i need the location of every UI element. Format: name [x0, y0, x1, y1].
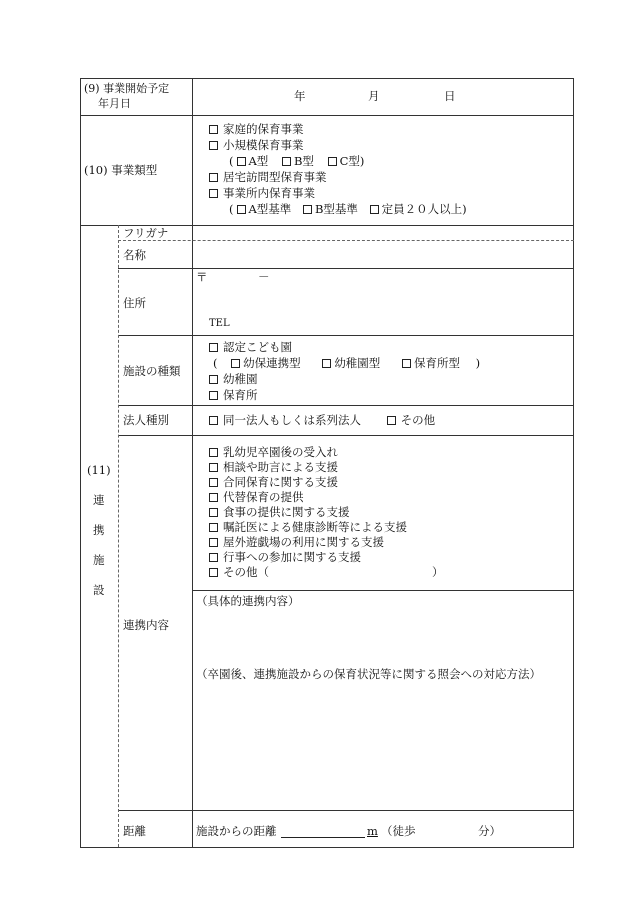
cooperation-option[interactable]: 乳幼児卒園後の受入れ — [209, 445, 338, 459]
address-label: 住所 — [123, 296, 146, 310]
distance-label: 距離 — [123, 824, 146, 838]
row11-vertical-label: 連 — [93, 493, 105, 507]
checkbox[interactable] — [209, 141, 218, 150]
address-input[interactable] — [195, 285, 571, 313]
form-border-bottom — [80, 847, 574, 848]
checkbox[interactable] — [209, 478, 218, 487]
checkbox[interactable] — [209, 375, 218, 384]
checkbox[interactable] — [209, 125, 218, 134]
cooperation-option[interactable]: 合同保育に関する支援 — [209, 475, 338, 489]
furigana-input[interactable] — [195, 227, 571, 239]
row9-label-line1: (9) 事業開始予定 — [84, 82, 170, 95]
checkbox[interactable] — [209, 538, 218, 547]
cooperation-option[interactable]: 食事の提供に関する支援 — [209, 505, 350, 519]
cooperation-option[interactable]: 嘱託医による健康診断等による支援 — [209, 520, 407, 534]
checkbox[interactable] — [209, 343, 218, 352]
facility-type-option[interactable]: 幼稚園 — [209, 372, 258, 386]
name-label: 名称 — [123, 248, 146, 262]
checkbox[interactable] — [209, 568, 218, 577]
distance-text: 施設からの距離 — [196, 824, 277, 838]
field-divider — [118, 240, 574, 241]
row-divider — [80, 115, 574, 116]
business-type-option[interactable]: 小規模保育事業 — [209, 138, 304, 152]
facility-type-label: 施設の種類 — [123, 364, 181, 378]
tel-label: TEL — [209, 318, 230, 329]
field-divider — [118, 435, 574, 436]
small-scale-subtypes: ( A型 B型 C型) — [229, 154, 365, 168]
other-close-paren: ） — [432, 565, 444, 579]
cooperation-option[interactable]: 代替保育の提供 — [209, 490, 304, 504]
checkbox[interactable] — [322, 359, 331, 368]
corporation-type-label: 法人種別 — [123, 413, 169, 427]
field-divider — [118, 268, 574, 269]
year-label: 年 — [294, 89, 306, 103]
checkbox[interactable] — [209, 508, 218, 517]
checkbox[interactable] — [282, 157, 291, 166]
name-input[interactable] — [195, 243, 571, 266]
checkbox[interactable] — [209, 416, 218, 425]
form-border-right — [573, 78, 574, 848]
checkbox[interactable] — [209, 173, 218, 182]
day-label: 日 — [444, 89, 456, 103]
business-type-option[interactable]: 居宅訪問型保育事業 — [209, 170, 327, 184]
minutes-text: 分） — [478, 824, 501, 838]
checkbox[interactable] — [387, 416, 396, 425]
checkbox[interactable] — [237, 205, 246, 214]
walking-minutes-input[interactable] — [425, 824, 475, 837]
checkbox[interactable] — [231, 359, 240, 368]
month-label: 月 — [368, 89, 380, 103]
specific-content-label: （具体的連携内容） — [196, 594, 300, 608]
business-type-option[interactable]: 事業所内保育事業 — [209, 186, 315, 200]
sublabel-column-divider — [118, 225, 119, 847]
checkbox[interactable] — [209, 189, 218, 198]
checkbox[interactable] — [209, 391, 218, 400]
field-divider — [192, 590, 574, 591]
field-divider — [118, 810, 574, 811]
checkbox[interactable] — [370, 205, 379, 214]
checkbox[interactable] — [209, 523, 218, 532]
cooperation-option[interactable]: 屋外遊戯場の利用に関する支援 — [209, 535, 384, 549]
row11-label-number: (11) — [87, 463, 111, 477]
cooperation-option[interactable]: 行事への参加に関する支援 — [209, 550, 361, 564]
furigana-label: フリガナ — [123, 226, 169, 240]
corporation-type-options: 同一法人もしくは系列法人 その他 — [209, 413, 435, 427]
postal-mark: 〒 — [196, 270, 208, 284]
row11-vertical-label: 施 — [93, 553, 105, 567]
checkbox[interactable] — [209, 493, 218, 502]
inquiry-method-textarea[interactable] — [195, 684, 571, 806]
postal-dash: － — [258, 270, 270, 284]
cooperation-option-other[interactable]: その他（ — [209, 565, 269, 579]
checkbox[interactable] — [303, 205, 312, 214]
distance-input[interactable] — [281, 824, 365, 838]
field-divider — [118, 335, 574, 336]
other-input[interactable] — [275, 565, 425, 579]
walking-text: （徒歩 — [381, 824, 416, 838]
form-border-left — [80, 78, 81, 848]
form-border-top — [80, 78, 574, 79]
row10-label: (10) 事業類型 — [84, 163, 158, 177]
distance-unit: m — [367, 824, 378, 838]
workplace-subtypes: ( A型基準 B型基準 定員２０人以上) — [229, 202, 467, 216]
label-column-divider — [192, 78, 193, 848]
checkbox[interactable] — [209, 448, 218, 457]
certified-subtypes: ( 幼保連携型 幼稚園型 保育所型 ) — [213, 356, 481, 370]
row11-vertical-label: 設 — [93, 583, 105, 597]
facility-type-option[interactable]: 認定こども園 — [209, 340, 292, 354]
checkbox[interactable] — [237, 157, 246, 166]
business-type-option[interactable]: 家庭的保育事業 — [209, 122, 304, 136]
row11-vertical-label: 携 — [93, 523, 105, 537]
cooperation-option[interactable]: 相談や助言による支援 — [209, 460, 338, 474]
checkbox[interactable] — [328, 157, 337, 166]
field-divider — [118, 405, 574, 406]
row9-label-line2: 年月日 — [98, 97, 131, 110]
checkbox[interactable] — [402, 359, 411, 368]
checkbox[interactable] — [209, 553, 218, 562]
cooperation-content-label: 連携内容 — [123, 618, 169, 632]
specific-content-textarea[interactable] — [195, 610, 571, 660]
inquiry-method-label: （卒園後、連携施設からの保育状況等に関する照会への対応方法） — [196, 667, 541, 681]
checkbox[interactable] — [209, 463, 218, 472]
facility-type-option[interactable]: 保育所 — [209, 388, 258, 402]
